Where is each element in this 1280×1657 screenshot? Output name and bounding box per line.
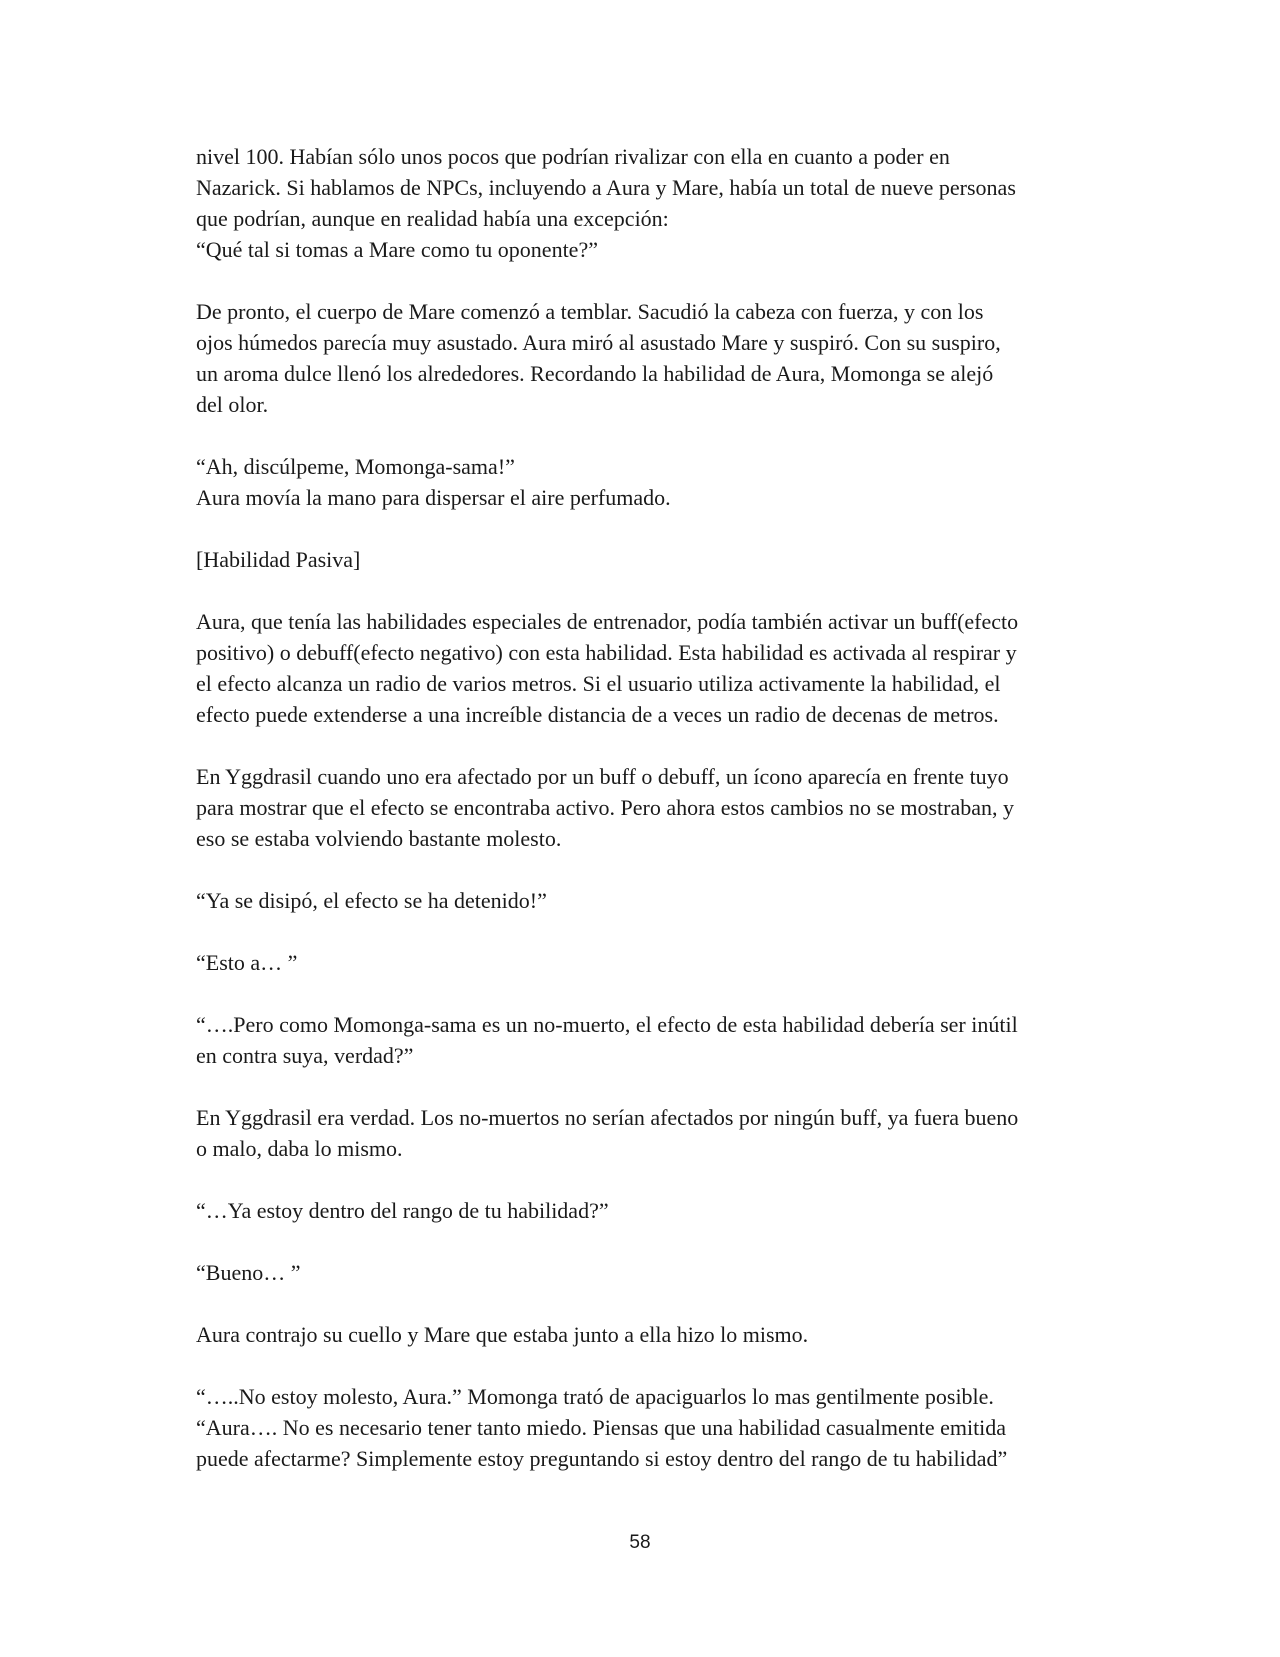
text-line: “Aura…. No es necesario tener tanto miedo. Piensas que una habilidad casualmente emitida (196, 1415, 1007, 1440)
paragraph (196, 1257, 1096, 1288)
paragraph (196, 1381, 1096, 1474)
paragraph (196, 606, 1096, 730)
text-line: “Bueno… ” (196, 1260, 301, 1285)
paragraph (196, 451, 1096, 513)
paragraph (196, 761, 1096, 854)
text-line: “…Ya estoy dentro del rango de tu habilidad?” (196, 1198, 609, 1223)
text-line: “Qué tal si tomas a Mare como tu oponente?” (196, 237, 598, 262)
paragraph (196, 1319, 1096, 1350)
paragraph (196, 141, 1096, 265)
text-line: En Yggdrasil cuando uno era afectado por un buff o debuff, un ícono aparecía en frente tuyo (196, 764, 1009, 789)
section-heading (196, 544, 1096, 575)
text-line: Aura movía la mano para dispersar el aire perfumado. (196, 485, 671, 510)
text-line: para mostrar que el efecto se encontraba activo. Pero ahora estos cambios no se mostraban, y (196, 795, 1014, 820)
text-line: nivel 100. Habían sólo unos pocos que podrían rivalizar con ella en cuanto a poder en (196, 144, 950, 169)
text-line: puede afectarme? Simplemente estoy preguntando si estoy dentro del rango de tu habilidad” (196, 1446, 1008, 1471)
text-line: positivo) o debuff(efecto negativo) con esta habilidad. Esta habilidad es activada al respirar y (196, 640, 1017, 665)
text-line: el efecto alcanza un radio de varios metros. Si el usuario utiliza activamente la habilidad, el (196, 671, 1001, 696)
text-line: o malo, daba lo mismo. (196, 1136, 403, 1161)
paragraph (196, 296, 1096, 420)
paragraph (196, 885, 1096, 916)
text-line: Nazarick. Si hablamos de NPCs, incluyendo a Aura y Mare, había un total de nueve personas (196, 175, 1016, 200)
text-line: ojos húmedos parecía muy asustado. Aura miró al asustado Mare y suspiró. Con su suspiro, (196, 330, 1001, 355)
text-line: Aura, que tenía las habilidades especiales de entrenador, podía también activar un buff(efecto (196, 609, 1019, 634)
text-line: En Yggdrasil era verdad. Los no-muertos no serían afectados por ningún buff, ya fuera bueno (196, 1105, 1019, 1130)
text-line: “Ya se disipó, el efecto se ha detenido!” (196, 888, 547, 913)
paragraph (196, 947, 1096, 978)
text-line: “….Pero como Momonga-sama es un no-muerto, el efecto de esta habilidad debería ser inútil (196, 1012, 1018, 1037)
text-line: [Habilidad Pasiva] (196, 547, 361, 572)
text-line: en contra suya, verdad?” (196, 1043, 414, 1068)
paragraph (196, 1009, 1096, 1071)
paragraph (196, 1102, 1096, 1164)
text-line: del olor. (196, 392, 269, 417)
text-line: “Esto a… ” (196, 950, 298, 975)
text-line: efecto puede extenderse a una increíble distancia de a veces un radio de decenas de metros. (196, 702, 999, 727)
body-text (196, 141, 1096, 1505)
text-line: eso se estaba volviendo bastante molesto. (196, 826, 562, 851)
paragraph (196, 1195, 1096, 1226)
text-line: Aura contrajo su cuello y Mare que estaba junto a ella hizo lo mismo. (196, 1322, 809, 1347)
page-number: 58 (629, 1532, 651, 1553)
text-line: “…..No estoy molesto, Aura.” Momonga trató de apaciguarlos lo mas gentilmente posible. (196, 1384, 994, 1409)
text-line: un aroma dulce llenó los alrededores. Recordando la habilidad de Aura, Momonga se alejó (196, 361, 994, 386)
text-line: que podrían, aunque en realidad había una excepción: (196, 206, 669, 231)
text-line: “Ah, discúlpeme, Momonga-sama!” (196, 454, 515, 479)
text-line: De pronto, el cuerpo de Mare comenzó a temblar. Sacudió la cabeza con fuerza, y con los (196, 299, 984, 324)
